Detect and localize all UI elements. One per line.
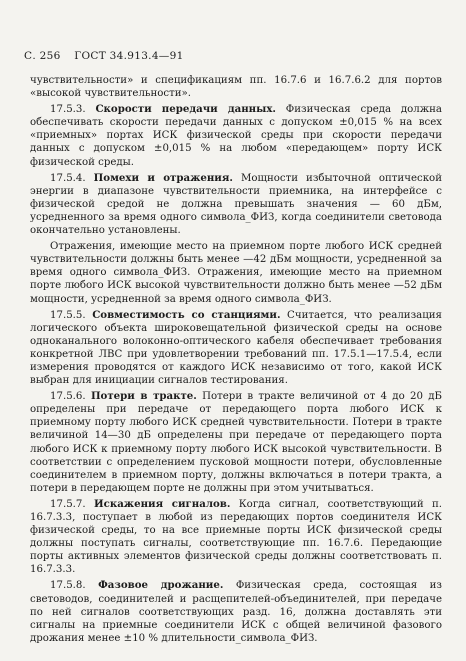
paragraph-continuation — [30, 74, 442, 100]
section-title: Потери в тракте. — [90, 390, 197, 403]
section-number: 17.5.4. — [50, 172, 86, 184]
paragraph-text: Отражения, имеющие место на приемном порте любого ИСК средней чувствительности должны быть менее —42 дБм мощности, усредненной за время одного символа_ФИЗ. Отражения, имеющие место на приемном порте любого ИСК высокой чувствительности должно быть менее —52 дБм мощности, усредненной за время одного символа_ФИЗ. — [30, 241, 442, 305]
paragraph-text: Физическая среда, состоящая из световодов, соединителей и расщепителей-объединителей, при передаче по ней сигналов соответствующих разд. 16, должна доставлять эти сигналы на приемные соединители ИСК с общей величиной фазового дрожания менее ±10 % длительности_символа_ФИЗ. — [30, 580, 442, 644]
section-17-5-5 — [30, 309, 442, 388]
section-number: 17.5.3. — [50, 104, 86, 116]
section-17-5-3 — [30, 103, 442, 168]
document-body — [30, 74, 442, 648]
section-17-5-4 — [30, 172, 442, 237]
section-17-5-8 — [30, 579, 442, 644]
section-title: Фазовое дрожание. — [98, 579, 224, 592]
section-title: Скорости передачи данных. — [95, 103, 276, 116]
section-17-5-7 — [30, 498, 442, 577]
section-title: Помехи и отражения. — [93, 171, 233, 184]
page-number: С. 256 — [24, 50, 61, 62]
section-number: 17.5.5. — [50, 309, 86, 321]
section-title: Искажения сигналов. — [94, 497, 231, 510]
section-number: 17.5.6. — [50, 391, 86, 403]
paragraph-text: Считается, что реализация логического объекта широковещательной физической среды на основе одноканального волоконно-оптического кабеля обеспечивает требования конкретной ЛВС при удовлетворении требований пп. 17.5.1—17.5.4, если измерения проводятся от каждого ИСК независимо от того, какой ИСК выбран для инициации сигналов тестирования. — [30, 309, 442, 387]
paragraph-text: чувствительности» и спецификациям пп. 16.7.6 и 16.7.6.2 для портов «высокой чувствительности». — [30, 75, 442, 100]
paragraph-text: Когда сигнал, соответствующий п. 16.7.3.3, поступает в любой из передающих портов соединителя ИСК физической среды, то на все приемные порты ИСК физической среды должны поступать сигналы, соответствующие пп. 16.7.6. Передающие порты активных элементов физической среды должны соответствовать п. 16.7.3.3. — [30, 498, 442, 576]
section-number: 17.5.8. — [50, 580, 86, 592]
paragraph-text: Потери в тракте величиной от 4 до 20 дБ определены при передаче от передающего порта любого ИСК к приемному порту любого ИСК средней чувствительности. Потери в тракте величиной 14—30 дБ определены при передаче от передающего порта любого ИСК к приемному порту любого ИСК высокой чувствительности. В соответствии с определением пусковой мощности потери, обусловленные соединителем в приемном порту, должны включаться в потери тракта, а потери в передающем порте не должны при этом учитываться. — [30, 391, 442, 494]
page-header — [24, 50, 194, 62]
section-number: 17.5.7. — [50, 498, 86, 510]
paragraph-reflections — [30, 240, 442, 305]
section-title: Совместимость со станциями. — [92, 308, 281, 321]
section-17-5-6 — [30, 390, 442, 495]
paragraph-text: Мощности избыточной оптической энергии в диапазоне чувствительности приемника, на интерфейсе с физической средой не должна превышать значения — 60 дБм, усредненного за время одного символа_ФИЗ, когда соединители световода окончательно установлены. — [30, 172, 442, 237]
paragraph-text: Физическая среда должна обеспечивать скорости передачи данных с допуском ±0,015 % на всех «приемных» портах ИСК физической среды при скорости передачи данных с допуском ±0,015 % на любом «передающем» порту ИСК физической среды. — [30, 104, 442, 168]
standard-code: ГОСТ 34.913.4—91 — [74, 50, 184, 62]
